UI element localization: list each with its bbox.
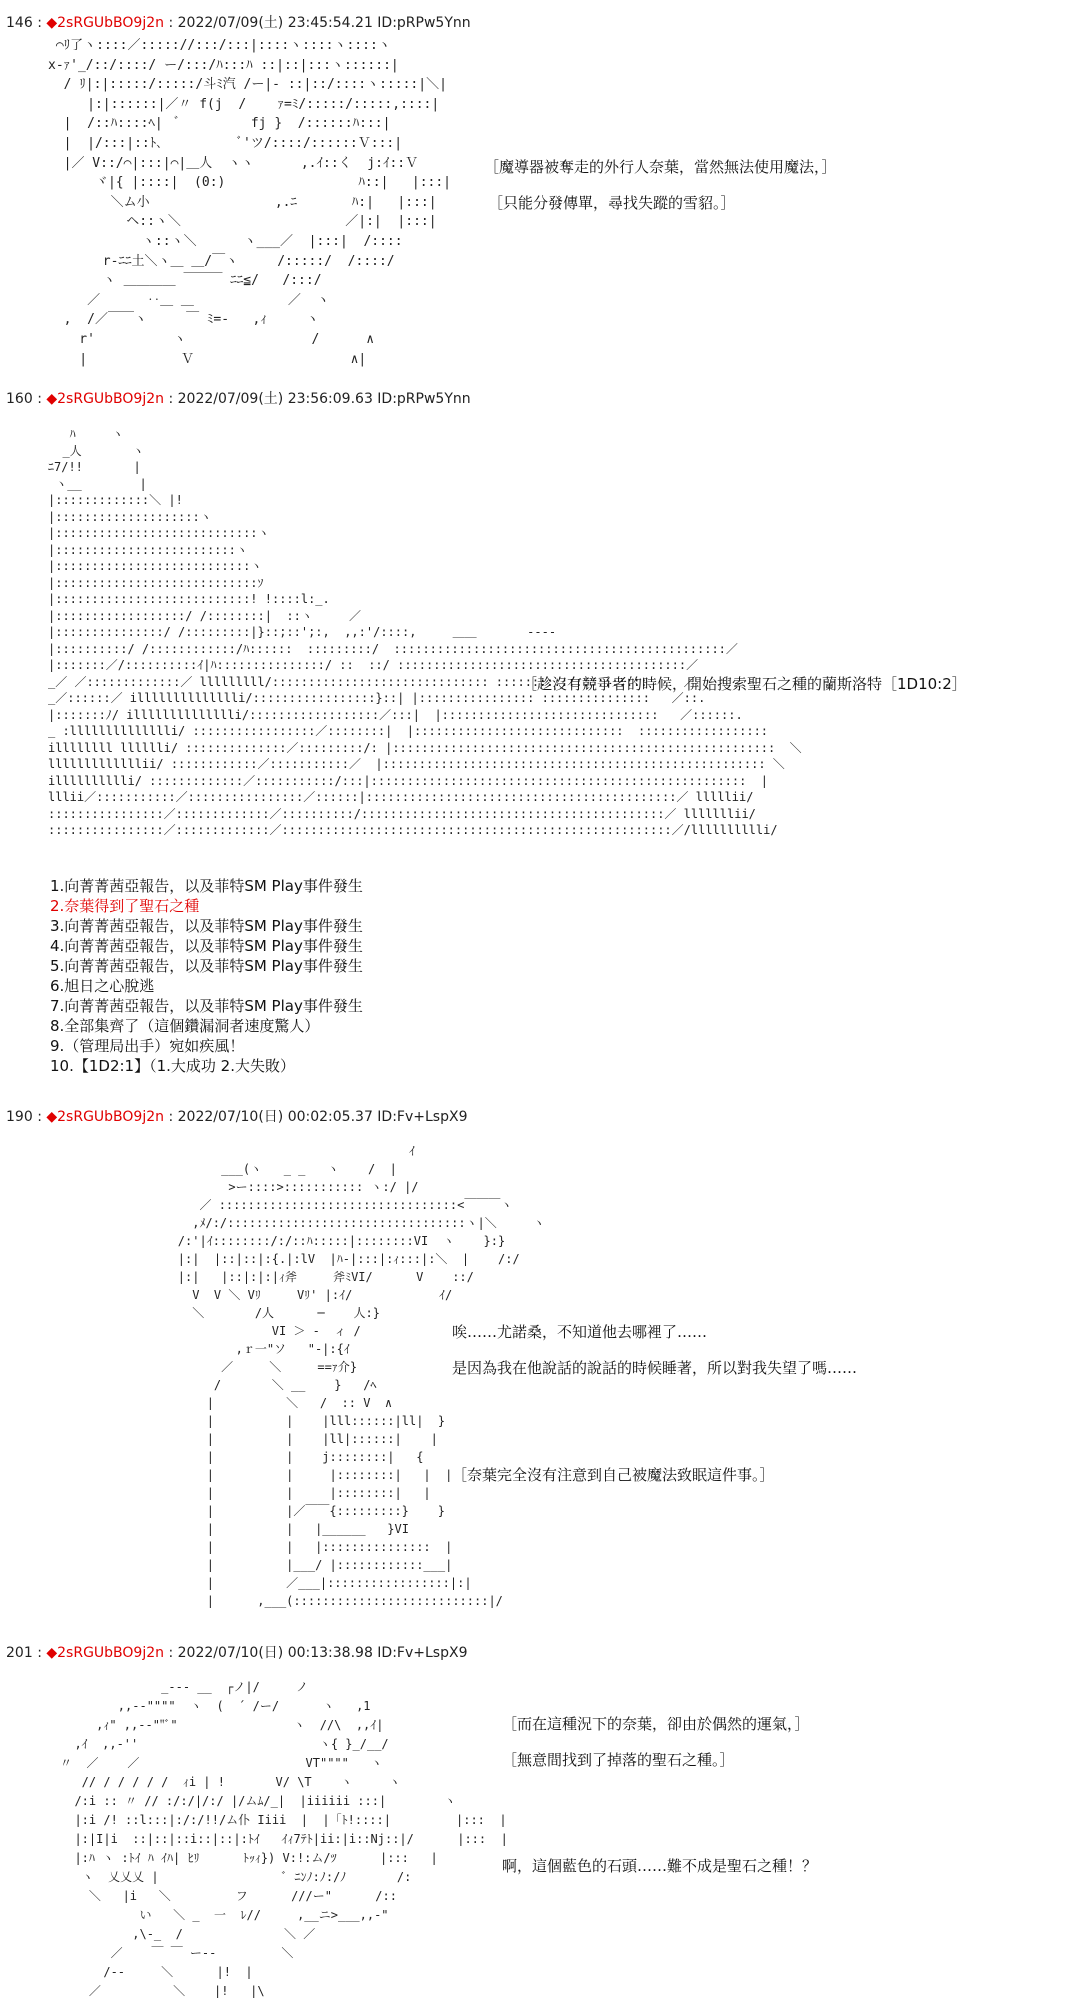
- tripcode: 2sRGUbBO9j2n: [57, 15, 165, 31]
- trip-diamond-icon: ◆: [46, 1109, 58, 1125]
- separator: :: [37, 391, 42, 407]
- list-item: 5.向菁菁茜亞報告，以及菲特SM Play事件發生: [50, 957, 363, 975]
- post-datetime: 2022/07/09(土) 23:56:09.63 ID:pRPw5Ynn: [177, 391, 471, 407]
- post-190: [0, 1108, 1080, 1628]
- post-header: [6, 14, 471, 32]
- separator: :: [168, 1645, 174, 1661]
- ascii-art: _--- __ ┌ノ|/ ノ ,,-‐"""" ヽ ( ´ /ー/ ヽ ,1 ,ｨ" ,,-‐""ﾞ" ヽ //\ ,,ｲ| ,ｲ ,,-'' ヽ{ }_/__/ 〃 ／ ／ VT"""" ヽ // / / / / / ｨi | ! V/ \T ヽ ヽ /:i :: 〃 // :/:/|/:/ |/ムﾑ/_| |iiiiii :::| ヽ |:i /! ::l:::|:/:/!!/ム仆 Iiii | |「ﾄ!::::| |::: | |:|I|i ::|::|::i::|::|:ﾄｲ ｲｨ7ﾃﾄ|ii:|i::Nj::|/ |::: | |:ﾊ ヽ :ﾄｲ ﾊ ｲﾊ| ﾋﾘ ﾄｯｨ}) V:!:ム/ﾂ |::: | ヽ 乂乂乂 | ﾞ ﾆﾝﾉ:ﾉ:/ﾉ /: ＼ |i ＼ フ ///ー" /:: い ＼ _ 一 ﾚ// ,__ニ>___,,-" ,\-_ / ＼ ／ ／ ￣ ￣ ー-- ＼ /-- ＼ |! | ／ ＼ |! |\: [60, 1680, 508, 1998]
- narration-line: ［趁沒有競爭者的時候，開始搜索聖石之種的蘭斯洛特［1D10:2］: [522, 675, 967, 693]
- post-160: [0, 390, 1080, 1080]
- choice-list: [50, 876, 363, 1076]
- post-number[interactable]: 160: [6, 391, 33, 407]
- narration-line: ［無意間找到了掉落的聖石之種。］: [502, 1751, 735, 1769]
- ascii-art: ｲ ___(ヽ _ _ ヽ / | >ー::::>::::::::::: ヽ:/ |/ ／ :::::::::::::::::::::::::::::::::<￣￣￣ヽ ,ﾒ/:/:::::::::::::::::::::::::::::::::ヽ|＼ ヽ /:'|ｲ::::::::/:/::ﾊ:::::|::::::::VI ヽ }:} |:| |::|::|:{.|:lV |ﾊ-|:::|:ｨ:::|:＼ | /:/ |:| |::|:|:|ｨ斧 斧ﾐVI/ V ::/ V V ＼ Vﾘ Vﾘ' |:ｲ/ ｲ/ ＼ /人 ─ 人:} VI ＞ - ィ / ,ｒ一"ソ "-|:{ｲ ／ ＼ ==ｧ介} / ＼ __ } /ﾍ | ＼ / :: V ∧ | | |lll::::::|ll| } | | |ll|::::::| | | | j::::::::| { | | |::::::::| | | | | |::::::::| | | |／￣￣{:::::::::} } | | |______ }VI | | |::::::::::::::: | | |___/ |::::::::::::___| | ／___|:::::::::::::::::|:| | ,___(:::::::::::::::::::::::::::|/: [177, 1144, 545, 1608]
- list-item: 1.向菁菁茜亞報告，以及菲特SM Play事件發生: [50, 877, 363, 895]
- dialogue-line: 啊，這個藍色的石頭……難不成是聖石之種！？: [502, 1857, 818, 1875]
- dialogue-line: 唉……尤諾桑，不知道他去哪裡了……: [452, 1323, 708, 1341]
- post-number[interactable]: 201: [6, 1645, 33, 1661]
- list-item: 6.旭日之心脫逃: [50, 977, 155, 995]
- post-146: [0, 14, 1080, 374]
- post-header: [6, 1108, 467, 1126]
- separator: :: [37, 15, 42, 31]
- post-201: [0, 1644, 1080, 2000]
- narration-line: ［只能分發傳單，尋找失蹤的雪貂。］: [488, 194, 736, 212]
- trip-diamond-icon: ◆: [46, 15, 58, 31]
- tripcode: 2sRGUbBO9j2n: [57, 391, 165, 407]
- narration-line: ［奈葉完全沒有注意到自己被魔法致眠這件事。］: [452, 1466, 775, 1484]
- ascii-art: ﾊ ヽ _人 ヽ ﾆ7/!! | ヽ__ | |:::::::::::::＼ |! |::::::::::::::::::::ヽ |::::::::::::::::::::::::::::ヽ |:::::::::::::::::::::::::ヽ |:::::::::::::::::::::::::::ヽ |::::::::::::::::::::::::::::ｿ |:::::::::::::::::::::::::::! !::::l:_. |::::::::::::::::::/ /::::::::| ::ヽ ／ |:::::::::::::::/ /:::::::::|}::;::';:, ,,:'/::::, ＿＿ ‐‐‐‐ |::::::::::/ /::::::::::::/ﾊ:::::: :::::::::/ ::::::::::::::::::::::::::::::::::::::::::::::／ |:::::::／/::::::::::ｲ|ﾊ:::::::::::::::/ :: ::/ ::::::::::::::::::::::::::::::::::::::::／ _／ ／:::::::::::::／ lllllllll/:::::::::::::::::::::::::::::: ::::::::::::::::::::: ／ _／::::::／ illlllllllllllli/:::::::::::::::::}::| |:::::::::::::::: ::::::::::::::: ／::. |:::::::ﾉ/ illlllllllllllli/::::::::::::::::::／:::| |:::::::::::::::::::::::::::::: ／::::::. _ :lllllllllllllli/ :::::::::::::::::／::::::::| |::::::::::::::::::::::::::::: :::::::::::::::::: illllllll lllllli/ ::::::::::::::／:::::::::/: |::::::::::::::::::::::::::::::::::::::::::::::::::::: ＼ lllllllllllllii/ ::::::::::::／:::::::::::／ |::::::::::::::::::::::::::::::::::::::::::::::::::::: ＼ illlllllllli/ :::::::::::::／:::::::::::/:::|:::::::::::::::::::::::::::::::::::::::::::::::::::: | lllii／:::::::::::／::::::::::::::::／::::::|:::::::::::::::::::::::::::::::::::::::::::／ lllllii/ ::::::::::::::::／:::::::::::::／::::::::::/::::::::::::::::::::::::::::::::::::::::::／ lllllllii/ ::::::::::::::::／:::::::::::::／::::::::::::::::::::::::::::::::::::::::::::::::::::::／/lllllllllli/: [48, 427, 802, 837]
- narration-line: ［魔導器被奪走的外行人奈葉，當然無法使用魔法，］: [484, 158, 837, 176]
- separator: :: [168, 15, 174, 31]
- separator: :: [168, 391, 174, 407]
- list-item: 9.（管理局出手）宛如疾風！: [50, 1037, 245, 1055]
- list-item: 8.全部集齊了（這個鑽漏洞者速度驚人）: [50, 1017, 320, 1035]
- list-item: 3.向菁菁茜亞報告，以及菲特SM Play事件發生: [50, 917, 363, 935]
- post-header: [6, 390, 471, 408]
- post-datetime: 2022/07/10(日) 00:02:05.37 ID:Fv+LspX9: [177, 1109, 468, 1125]
- post-datetime: 2022/07/09(土) 23:45:54.21 ID:pRPw5Ynn: [177, 15, 471, 31]
- trip-diamond-icon: ◆: [46, 391, 58, 407]
- list-item-highlighted: 2.奈葉得到了聖石之種: [50, 897, 200, 915]
- separator: :: [37, 1645, 42, 1661]
- tripcode: 2sRGUbBO9j2n: [57, 1109, 165, 1125]
- narration-line: ［而在這種況下的奈葉，卻由於偶然的運氣，］: [502, 1715, 810, 1733]
- post-number[interactable]: 146: [6, 15, 33, 31]
- separator: :: [37, 1109, 42, 1125]
- tripcode: 2sRGUbBO9j2n: [57, 1645, 165, 1661]
- dialogue-line: 是因為我在他說話的說話的時候睡著，所以對我失望了嗎……: [452, 1359, 858, 1377]
- list-item: 4.向菁菁茜亞報告，以及菲特SM Play事件發生: [50, 937, 363, 955]
- list-item: 7.向菁菁茜亞報告，以及菲特SM Play事件發生: [50, 997, 363, 1015]
- trip-diamond-icon: ◆: [46, 1645, 58, 1661]
- ascii-art: ⌒ﾘ了ヽ::::／::::://:::/:::|::::ヽ::::ヽ::::ヽ x‐ｧ'_/::/::::/ ー/:::/ﾊ:::ﾊ ::|::|:::ヽ::::::| / ﾘ|:|:::::/:::::/斗ﾐ汽 /ー|- ::|::/::::ヽ:::::|＼| |:|::::::|／〃 f(j / ｧ=ﾐ/:::::/:::::,::::| | /::ﾊ::::ﾍ| ﾞ fj } /::::::ﾊ:::| | |/:::|::ﾄ､ ﾞ'ツ/::::/::::::Ｖ:::| |／ V::/⌒|:::|⌒|＿人 ヽヽ ,.ｲ::く j:ｲ::Ｖ ヾ|{ |::::| (0:) ﾊ::| |:::| ＼ム小 ,.ﾆ ﾊ:| |:::| ヘ::ヽ＼ ／|:| |:::| ヽ::ヽ＼ ヽ___／ |:::| /:::: r‐ﾆﾆ土＼ヽ＿ ＿/￣ヽ /:::::/ /::::/ ヽ ＿＿＿＿ ￣￣￣ ﾆﾆ≦/ /:::/ ／ ‥＿ ＿ ／ ヽ , /／￣￣ヽ ￣ ﾐ=- ,ｨ ヽ r' ヽ / ∧ | Ｖ ∧|: [48, 38, 452, 367]
- post-datetime: 2022/07/10(日) 00:13:38.98 ID:Fv+LspX9: [177, 1645, 468, 1661]
- post-number[interactable]: 190: [6, 1109, 33, 1125]
- post-header: [6, 1644, 467, 1662]
- list-item: 10.【1D2:1】（1.大成功 2.大失敗）: [50, 1057, 295, 1075]
- separator: :: [168, 1109, 174, 1125]
